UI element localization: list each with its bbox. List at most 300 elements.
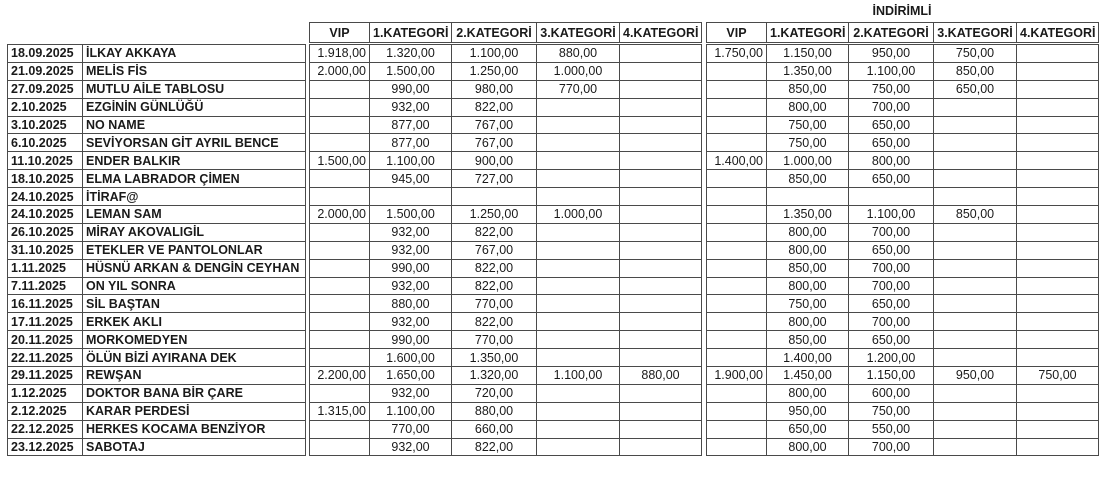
discounted-price-row xyxy=(707,420,1099,438)
price-kategori-3 xyxy=(537,295,620,313)
price-row xyxy=(310,45,702,63)
discounted-price-kategori-3 xyxy=(934,152,1017,170)
show-row xyxy=(8,295,306,313)
price-kategori-2: 880,00 xyxy=(452,402,537,420)
discounted-price-kategori-4 xyxy=(1017,45,1099,63)
discounted-price-kategori-2: 700,00 xyxy=(849,313,934,331)
discounted-price-kategori-4 xyxy=(1017,170,1099,188)
discounted-price-vip xyxy=(707,62,767,80)
show-row xyxy=(8,170,306,188)
price-vip: 1.918,00 xyxy=(310,45,370,63)
price-kategori-2: 980,00 xyxy=(452,80,537,98)
discounted-price-kategori-1: 850,00 xyxy=(767,170,849,188)
price-kategori-2: 1.350,00 xyxy=(452,349,537,367)
discounted-price-row xyxy=(707,223,1099,241)
discounted-price-kategori-3 xyxy=(934,384,1017,402)
price-vip: 1.500,00 xyxy=(310,152,370,170)
price-kategori-1: 990,00 xyxy=(370,259,452,277)
discounted-price-header xyxy=(706,22,1099,43)
discounted-price-row xyxy=(707,438,1099,456)
price-kategori-4 xyxy=(620,438,702,456)
price-kategori-2: 727,00 xyxy=(452,170,537,188)
discounted-price-row xyxy=(707,313,1099,331)
price-header xyxy=(309,22,702,43)
price-row xyxy=(310,331,702,349)
discounted-price-kategori-3: 850,00 xyxy=(934,62,1017,80)
show-name: SEVİYORSAN GİT AYRIL BENCE xyxy=(83,134,306,152)
discounted-price-kategori-2: 1.100,00 xyxy=(849,62,934,80)
discounted-price-vip xyxy=(707,223,767,241)
show-date: 22.11.2025 xyxy=(8,349,83,367)
discounted-header-kategori-4: 4.KATEGORİ xyxy=(1017,23,1099,43)
discounted-price-kategori-1: 950,00 xyxy=(767,402,849,420)
show-date: 17.11.2025 xyxy=(8,313,83,331)
price-vip: 1.315,00 xyxy=(310,402,370,420)
discounted-price-kategori-3 xyxy=(934,295,1017,313)
discounted-price-kategori-3 xyxy=(934,420,1017,438)
price-kategori-1: 945,00 xyxy=(370,170,452,188)
price-kategori-1: 932,00 xyxy=(370,223,452,241)
show-row xyxy=(8,259,306,277)
show-name: MELİS FİS xyxy=(83,62,306,80)
price-row xyxy=(310,116,702,134)
show-row xyxy=(8,277,306,295)
discounted-price-kategori-4 xyxy=(1017,116,1099,134)
price-kategori-4 xyxy=(620,331,702,349)
discounted-price-row xyxy=(707,206,1099,224)
price-kategori-1: 932,00 xyxy=(370,98,452,116)
price-kategori-4 xyxy=(620,420,702,438)
discounted-price-kategori-3 xyxy=(934,402,1017,420)
discounted-header-kategori-3: 3.KATEGORİ xyxy=(934,23,1017,43)
discounted-price-kategori-3: 750,00 xyxy=(934,45,1017,63)
price-kategori-3 xyxy=(537,438,620,456)
price-kategori-2: 1.250,00 xyxy=(452,206,537,224)
price-kategori-1: 990,00 xyxy=(370,331,452,349)
price-kategori-3 xyxy=(537,420,620,438)
price-kategori-3 xyxy=(537,134,620,152)
discounted-price-kategori-2: 750,00 xyxy=(849,80,934,98)
discounted-price-kategori-3: 850,00 xyxy=(934,206,1017,224)
discounted-price-vip: 1.750,00 xyxy=(707,45,767,63)
discounted-price-kategori-1: 850,00 xyxy=(767,80,849,98)
discounted-price-kategori-3 xyxy=(934,188,1017,206)
discounted-price-kategori-3 xyxy=(934,241,1017,259)
show-date: 21.09.2025 xyxy=(8,62,83,80)
price-kategori-1: 1.500,00 xyxy=(370,206,452,224)
price-kategori-1: 932,00 xyxy=(370,313,452,331)
price-row xyxy=(310,259,702,277)
discounted-price-kategori-2: 650,00 xyxy=(849,170,934,188)
show-name: EZGİNİN GÜNLÜĞÜ xyxy=(83,98,306,116)
price-header-kategori-3: 3.KATEGORİ xyxy=(537,23,620,43)
price-row xyxy=(310,438,702,456)
discounted-price-kategori-1: 850,00 xyxy=(767,331,849,349)
price-row xyxy=(310,223,702,241)
show-row xyxy=(8,313,306,331)
discounted-price-row xyxy=(707,384,1099,402)
show-date: 16.11.2025 xyxy=(8,295,83,313)
discounted-price-kategori-2: 650,00 xyxy=(849,295,934,313)
discounted-price-kategori-2: 1.200,00 xyxy=(849,349,934,367)
discounted-price-kategori-1: 800,00 xyxy=(767,98,849,116)
discounted-price-vip xyxy=(707,277,767,295)
price-kategori-1: 1.100,00 xyxy=(370,152,452,170)
show-row xyxy=(8,62,306,80)
price-vip xyxy=(310,80,370,98)
discounted-price-kategori-2: 700,00 xyxy=(849,223,934,241)
discounted-price-vip xyxy=(707,259,767,277)
price-vip xyxy=(310,384,370,402)
price-kategori-3 xyxy=(537,152,620,170)
discounted-price-vip xyxy=(707,98,767,116)
discounted-price-kategori-3 xyxy=(934,116,1017,134)
discounted-price-kategori-2: 950,00 xyxy=(849,45,934,63)
discounted-price-vip: 1.400,00 xyxy=(707,152,767,170)
discounted-price-vip xyxy=(707,241,767,259)
discounted-price-kategori-4 xyxy=(1017,420,1099,438)
discounted-price-kategori-2: 650,00 xyxy=(849,331,934,349)
show-name: DOKTOR BANA BİR ÇARE xyxy=(83,384,306,402)
price-kategori-4 xyxy=(620,80,702,98)
price-kategori-4 xyxy=(620,277,702,295)
price-kategori-2: 822,00 xyxy=(452,438,537,456)
show-name: MORKOMEDYEN xyxy=(83,331,306,349)
price-vip xyxy=(310,331,370,349)
price-vip xyxy=(310,188,370,206)
price-kategori-4 xyxy=(620,188,702,206)
discounted-price-kategori-2: 700,00 xyxy=(849,98,934,116)
discounted-section-title: İNDİRİMLİ xyxy=(872,4,932,18)
price-row xyxy=(310,206,702,224)
price-header-kategori-2: 2.KATEGORİ xyxy=(452,23,537,43)
price-kategori-4 xyxy=(620,45,702,63)
discounted-price-kategori-3 xyxy=(934,438,1017,456)
discounted-price-row xyxy=(707,259,1099,277)
discounted-price-kategori-1: 1.400,00 xyxy=(767,349,849,367)
show-name: İTİRAF@ xyxy=(83,188,306,206)
price-kategori-2: 1.100,00 xyxy=(452,45,537,63)
price-kategori-4 xyxy=(620,98,702,116)
discounted-price-kategori-4 xyxy=(1017,313,1099,331)
show-row xyxy=(8,241,306,259)
price-row xyxy=(310,152,702,170)
show-date: 23.12.2025 xyxy=(8,438,83,456)
discounted-price-kategori-4 xyxy=(1017,98,1099,116)
price-kategori-2: 660,00 xyxy=(452,420,537,438)
price-kategori-4 xyxy=(620,134,702,152)
discounted-price-vip: 1.900,00 xyxy=(707,367,767,385)
discounted-price-kategori-2: 1.150,00 xyxy=(849,367,934,385)
discounted-price-vip xyxy=(707,295,767,313)
discounted-price-kategori-2: 600,00 xyxy=(849,384,934,402)
discounted-price-kategori-1: 1.000,00 xyxy=(767,152,849,170)
price-vip xyxy=(310,134,370,152)
show-name: ETEKLER VE PANTOLONLAR xyxy=(83,241,306,259)
price-kategori-1: 880,00 xyxy=(370,295,452,313)
discounted-price-kategori-1: 800,00 xyxy=(767,223,849,241)
discounted-price-kategori-2: 1.100,00 xyxy=(849,206,934,224)
price-kategori-3 xyxy=(537,188,620,206)
price-kategori-1: 1.650,00 xyxy=(370,367,452,385)
show-row xyxy=(8,223,306,241)
show-date: 6.10.2025 xyxy=(8,134,83,152)
price-kategori-3 xyxy=(537,402,620,420)
price-vip xyxy=(310,420,370,438)
discounted-price-kategori-2: 700,00 xyxy=(849,277,934,295)
show-date: 1.12.2025 xyxy=(8,384,83,402)
discounted-price-kategori-1: 1.350,00 xyxy=(767,206,849,224)
price-kategori-2: 900,00 xyxy=(452,152,537,170)
show-name: ERKEK AKLI xyxy=(83,313,306,331)
discounted-price-kategori-4 xyxy=(1017,402,1099,420)
show-row xyxy=(8,116,306,134)
price-kategori-3 xyxy=(537,331,620,349)
price-kategori-4 xyxy=(620,402,702,420)
discounted-price-kategori-2: 700,00 xyxy=(849,259,934,277)
price-header-kategori-1: 1.KATEGORİ xyxy=(370,23,452,43)
price-row xyxy=(310,98,702,116)
discounted-price-row xyxy=(707,331,1099,349)
show-date: 29.11.2025 xyxy=(8,367,83,385)
discounted-price-kategori-1: 750,00 xyxy=(767,295,849,313)
price-kategori-1: 990,00 xyxy=(370,80,452,98)
price-kategori-3 xyxy=(537,313,620,331)
discounted-price-vip xyxy=(707,313,767,331)
price-vip xyxy=(310,116,370,134)
price-vip xyxy=(310,313,370,331)
show-date: 26.10.2025 xyxy=(8,223,83,241)
show-row xyxy=(8,438,306,456)
price-row xyxy=(310,188,702,206)
price-row xyxy=(310,80,702,98)
price-kategori-1: 932,00 xyxy=(370,277,452,295)
discounted-price-kategori-2: 750,00 xyxy=(849,402,934,420)
show-name: ON YIL SONRA xyxy=(83,277,306,295)
price-row xyxy=(310,62,702,80)
price-kategori-4 xyxy=(620,152,702,170)
show-date: 3.10.2025 xyxy=(8,116,83,134)
discounted-price-kategori-3 xyxy=(934,259,1017,277)
show-row xyxy=(8,384,306,402)
discounted-price-kategori-4 xyxy=(1017,188,1099,206)
price-kategori-3 xyxy=(537,384,620,402)
price-kategori-3: 1.100,00 xyxy=(537,367,620,385)
price-kategori-2: 770,00 xyxy=(452,295,537,313)
price-kategori-2: 822,00 xyxy=(452,98,537,116)
price-kategori-1: 1.100,00 xyxy=(370,402,452,420)
price-kategori-3: 880,00 xyxy=(537,45,620,63)
discounted-price-kategori-4 xyxy=(1017,277,1099,295)
price-kategori-4 xyxy=(620,223,702,241)
discounted-price-kategori-3 xyxy=(934,277,1017,295)
show-row xyxy=(8,206,306,224)
price-kategori-1: 770,00 xyxy=(370,420,452,438)
show-date: 24.10.2025 xyxy=(8,206,83,224)
discounted-price-vip xyxy=(707,420,767,438)
show-date: 27.09.2025 xyxy=(8,80,83,98)
show-date: 18.10.2025 xyxy=(8,170,83,188)
price-kategori-4: 880,00 xyxy=(620,367,702,385)
price-kategori-2: 1.320,00 xyxy=(452,367,537,385)
discounted-price-kategori-3: 650,00 xyxy=(934,80,1017,98)
price-kategori-2: 822,00 xyxy=(452,313,537,331)
show-row xyxy=(8,402,306,420)
discounted-price-kategori-2: 700,00 xyxy=(849,438,934,456)
price-row xyxy=(310,170,702,188)
price-row xyxy=(310,402,702,420)
price-kategori-4 xyxy=(620,295,702,313)
discounted-header-kategori-1: 1.KATEGORİ xyxy=(767,23,849,43)
price-kategori-3: 1.000,00 xyxy=(537,206,620,224)
discounted-price-kategori-1: 800,00 xyxy=(767,313,849,331)
price-kategori-3 xyxy=(537,170,620,188)
price-vip xyxy=(310,170,370,188)
discounted-price-kategori-4 xyxy=(1017,134,1099,152)
show-name: NO NAME xyxy=(83,116,306,134)
discounted-price-kategori-1: 800,00 xyxy=(767,241,849,259)
discounted-price-kategori-1: 850,00 xyxy=(767,259,849,277)
discounted-price-kategori-2: 800,00 xyxy=(849,152,934,170)
price-kategori-2: 767,00 xyxy=(452,241,537,259)
price-kategori-4 xyxy=(620,116,702,134)
show-list-table xyxy=(7,44,306,456)
show-row xyxy=(8,420,306,438)
discounted-price-kategori-3 xyxy=(934,134,1017,152)
price-kategori-2: 770,00 xyxy=(452,331,537,349)
price-kategori-2: 822,00 xyxy=(452,277,537,295)
discounted-price-row xyxy=(707,367,1099,385)
price-kategori-3 xyxy=(537,98,620,116)
discounted-price-vip xyxy=(707,170,767,188)
price-kategori-1: 1.600,00 xyxy=(370,349,452,367)
price-kategori-1: 1.500,00 xyxy=(370,62,452,80)
discounted-header-vip: VIP xyxy=(707,23,767,43)
show-date: 18.09.2025 xyxy=(8,45,83,63)
discounted-price-kategori-4 xyxy=(1017,295,1099,313)
price-vip xyxy=(310,349,370,367)
discounted-price-row xyxy=(707,241,1099,259)
discounted-price-row xyxy=(707,116,1099,134)
price-kategori-2: 822,00 xyxy=(452,223,537,241)
price-row xyxy=(310,313,702,331)
discounted-price-kategori-1 xyxy=(767,188,849,206)
discounted-price-kategori-1: 1.150,00 xyxy=(767,45,849,63)
price-kategori-2: 822,00 xyxy=(452,259,537,277)
discounted-price-vip xyxy=(707,402,767,420)
price-kategori-4 xyxy=(620,259,702,277)
price-kategori-3: 1.000,00 xyxy=(537,62,620,80)
discounted-price-kategori-3 xyxy=(934,170,1017,188)
price-kategori-3 xyxy=(537,223,620,241)
price-row xyxy=(310,134,702,152)
discounted-price-kategori-1: 800,00 xyxy=(767,438,849,456)
discounted-price-kategori-1: 1.350,00 xyxy=(767,62,849,80)
discounted-price-kategori-4 xyxy=(1017,349,1099,367)
show-row xyxy=(8,188,306,206)
price-vip xyxy=(310,241,370,259)
discounted-price-kategori-2 xyxy=(849,188,934,206)
price-vip xyxy=(310,295,370,313)
price-kategori-1: 1.320,00 xyxy=(370,45,452,63)
discounted-price-row xyxy=(707,277,1099,295)
discounted-price-vip xyxy=(707,80,767,98)
show-row xyxy=(8,152,306,170)
show-date: 7.11.2025 xyxy=(8,277,83,295)
show-name: REWŞAN xyxy=(83,367,306,385)
show-name: MİRAY AKOVALIGİL xyxy=(83,223,306,241)
show-row xyxy=(8,367,306,385)
price-kategori-2: 1.250,00 xyxy=(452,62,537,80)
price-kategori-1: 877,00 xyxy=(370,134,452,152)
discounted-price-kategori-4 xyxy=(1017,62,1099,80)
price-kategori-4 xyxy=(620,313,702,331)
discounted-price-vip xyxy=(707,331,767,349)
show-name: HÜSNÜ ARKAN & DENGİN CEYHAN xyxy=(83,259,306,277)
price-row xyxy=(310,384,702,402)
show-date: 22.12.2025 xyxy=(8,420,83,438)
show-name: ELMA LABRADOR ÇİMEN xyxy=(83,170,306,188)
show-date: 2.10.2025 xyxy=(8,98,83,116)
price-kategori-3 xyxy=(537,277,620,295)
price-vip xyxy=(310,438,370,456)
show-row xyxy=(8,98,306,116)
discounted-price-kategori-2: 650,00 xyxy=(849,116,934,134)
show-name: MUTLU AİLE TABLOSU xyxy=(83,80,306,98)
price-row xyxy=(310,367,702,385)
discounted-price-kategori-3 xyxy=(934,349,1017,367)
show-name: ENDER BALKIR xyxy=(83,152,306,170)
price-row xyxy=(310,349,702,367)
show-date: 31.10.2025 xyxy=(8,241,83,259)
show-name: HERKES KOCAMA BENZİYOR xyxy=(83,420,306,438)
show-name: ÖLÜN BİZİ AYIRANA DEK xyxy=(83,349,306,367)
discounted-price-kategori-2: 650,00 xyxy=(849,241,934,259)
discounted-price-row xyxy=(707,134,1099,152)
price-kategori-4 xyxy=(620,384,702,402)
price-vip xyxy=(310,259,370,277)
discounted-price-row xyxy=(707,62,1099,80)
price-kategori-2: 767,00 xyxy=(452,116,537,134)
discounted-price-vip xyxy=(707,384,767,402)
price-vip: 2.200,00 xyxy=(310,367,370,385)
discounted-price-kategori-3 xyxy=(934,98,1017,116)
discounted-price-kategori-2: 650,00 xyxy=(849,134,934,152)
show-name: KARAR PERDESİ xyxy=(83,402,306,420)
discounted-price-kategori-1: 750,00 xyxy=(767,134,849,152)
show-row xyxy=(8,134,306,152)
show-date: 20.11.2025 xyxy=(8,331,83,349)
show-date: 2.12.2025 xyxy=(8,402,83,420)
discounted-price-kategori-4 xyxy=(1017,152,1099,170)
show-name: İLKAY AKKAYA xyxy=(83,45,306,63)
price-kategori-3 xyxy=(537,259,620,277)
discounted-price-kategori-3: 950,00 xyxy=(934,367,1017,385)
show-date: 11.10.2025 xyxy=(8,152,83,170)
discounted-price-row xyxy=(707,349,1099,367)
price-kategori-1 xyxy=(370,188,452,206)
discounted-price-kategori-4: 750,00 xyxy=(1017,367,1099,385)
show-row xyxy=(8,349,306,367)
price-kategori-3: 770,00 xyxy=(537,80,620,98)
show-name: LEMAN SAM xyxy=(83,206,306,224)
discounted-price-vip xyxy=(707,116,767,134)
show-date: 24.10.2025 xyxy=(8,188,83,206)
discounted-price-vip xyxy=(707,134,767,152)
price-kategori-4 xyxy=(620,349,702,367)
discounted-price-kategori-4 xyxy=(1017,206,1099,224)
price-kategori-2 xyxy=(452,188,537,206)
